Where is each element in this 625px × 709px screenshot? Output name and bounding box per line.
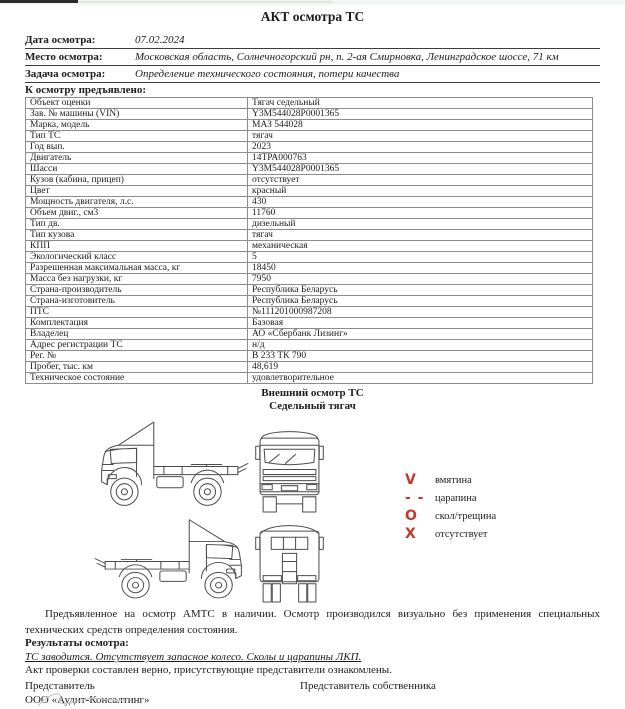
table-row [26,329,593,340]
header-field-date [25,33,600,49]
param-value-cell: В 233 ТК 790 [248,351,593,362]
param-value-cell: 14ТРА000763 [248,153,593,164]
param-name-cell: Техническое состояние [26,373,248,384]
param-name-cell: Цвет [26,186,248,197]
param-name-cell: Объем двиг., см3 [26,208,248,219]
truck-front-view-drawing [255,424,324,514]
damage-symbol-icon: V [405,472,417,488]
param-name-cell: Рег. № [26,351,248,362]
param-name-cell: Пробег, тыс. км [26,362,248,373]
param-value-cell: 2023 [248,142,593,153]
legend-item [405,471,575,489]
damage-symbol-icon: - - [405,490,425,506]
table-row [26,340,593,351]
param-value-cell: Республика Беларусь [248,285,593,296]
legend-item-label: отсутствует [435,528,488,540]
header-field-task [25,67,600,83]
table-row [26,274,593,285]
param-name-cell: Масса без нагрузки, кг [26,274,248,285]
table-row [26,373,593,384]
param-value-cell: 430 [248,197,593,208]
inspection-paragraph: Предъявленное на осмотр АМТС в наличии. Осмотр производился визуально без применения специальных технических средств определения состояния. [25,608,600,636]
param-name-cell: Страна-производитель [26,285,248,296]
param-value-cell: 18450 [248,263,593,274]
damage-legend [405,471,575,543]
inspection-section-subtitle: Седельный тягач [269,400,356,412]
table-row [26,219,593,230]
param-name-cell: Шасси [26,164,248,175]
param-value-cell: 48,619 [248,362,593,373]
vehicle-table-body [26,98,593,384]
header-field-label: Дата осмотра: [25,34,96,46]
vehicle-details-table [25,97,593,384]
confirmation-text: Акт проверки составлен верно, присутствующие представители ознакомлены. [25,664,392,676]
param-value-cell: механическая [248,241,593,252]
table-row [26,230,593,241]
page-title: АКТ осмотра ТС [260,9,365,24]
table-row [26,131,593,142]
param-name-cell: Мощность двигателя, л.с. [26,197,248,208]
legend-item [405,525,575,543]
param-value-cell: дизельный [248,219,593,230]
header-field-value: Определение технического состояния, потери качества [135,68,400,80]
table-row [26,175,593,186]
table-row [26,307,593,318]
param-value-cell: красный [248,186,593,197]
header-field-value: 07.02.2024 [135,34,185,46]
param-value-cell: МАЗ 544028 [248,120,593,131]
signature-scrawl [30,688,180,709]
damage-symbol-icon: O [405,508,418,524]
table-row [26,197,593,208]
param-value-cell: Базовая [248,318,593,329]
inspection-section-title: Внешний осмотр ТС [261,387,364,399]
param-value-cell: Y3M544028P0001365 [248,109,593,120]
truck-side-view-left-drawing [93,418,250,514]
param-name-cell: Разрешенная максимальная масса, кг [26,263,248,274]
param-value-cell: Y3M544028P0001365 [248,164,593,175]
legend-item-label: скол/трещина [435,510,497,522]
param-name-cell: Владелец [26,329,248,340]
param-value-cell: отсутствует [248,175,593,186]
param-name-cell: Двигатель [26,153,248,164]
table-row [26,241,593,252]
param-value-cell: 5 [248,252,593,263]
header-field-label: Место осмотра: [25,51,103,63]
left-signature-role: Представитель [25,680,95,692]
param-value-cell: удовлетворительное [248,373,593,384]
param-value-cell: 11760 [248,208,593,219]
table-row [26,252,593,263]
left-signature-org: ООО «Аудит-Консалтинг» [25,694,150,706]
param-value-cell: 7950 [248,274,593,285]
right-signature-role: Представитель собственника [300,680,436,692]
legend-item-label: царапина [435,492,477,504]
header-field-label: Задача осмотра: [25,68,106,80]
param-name-cell: Зав. № машины (VIN) [26,109,248,120]
param-name-cell: Марка, модель [26,120,248,131]
results-text: ТС заводится. Отсутствует запасное колесо. Сколы и царапины ЛКП. [25,651,362,663]
table-row [26,362,593,373]
table-row [26,318,593,329]
table-row [26,98,593,109]
truck-side-view-right-drawing [93,516,250,606]
param-name-cell: Тип дв. [26,219,248,230]
param-value-cell: Республика Беларусь [248,296,593,307]
param-name-cell: Экологический класс [26,252,248,263]
legend-item [405,489,575,507]
header-field-place [25,50,600,66]
table-row [26,351,593,362]
param-name-cell: Объект оценки [26,98,248,109]
truck-rear-view-drawing [255,519,324,605]
param-value-cell: тягач [248,230,593,241]
table-row [26,296,593,307]
scan-artifact-line [0,0,78,3]
table-row [26,153,593,164]
param-name-cell: Кузов (кабина, прицеп) [26,175,248,186]
table-row [26,109,593,120]
table-row [26,263,593,274]
legend-item [405,507,575,525]
param-value-cell: тягач [248,131,593,142]
param-name-cell: Комплектация [26,318,248,329]
param-value-cell: Тягач седельный [248,98,593,109]
param-name-cell: Тип кузова [26,230,248,241]
legend-item-label: вмятина [435,474,472,486]
param-name-cell: Тип ТС [26,131,248,142]
table-row [26,120,593,131]
presented-heading: К осмотру предъявлено: [25,84,147,96]
param-name-cell: Страна-изготовитель [26,296,248,307]
param-name-cell: Адрес регистрации ТС [26,340,248,351]
param-value-cell: №111201000987208 [248,307,593,318]
param-value-cell: АО «Сбербанк Лизинг» [248,329,593,340]
scan-artifact-line-light [78,1,333,3]
table-row [26,208,593,219]
results-heading: Результаты осмотра: [25,637,129,649]
table-row [26,285,593,296]
param-name-cell: ПТС [26,307,248,318]
table-row [26,142,593,153]
param-value-cell: н/д [248,340,593,351]
table-row [26,186,593,197]
param-name-cell: Год вып. [26,142,248,153]
param-name-cell: КПП [26,241,248,252]
table-row [26,164,593,175]
damage-symbol-icon: X [405,526,417,542]
header-field-value: Московская область, Солнечногорский рн, п. 2-ая Смирновка, Ленинградское шоссе, 71 км [135,51,559,63]
